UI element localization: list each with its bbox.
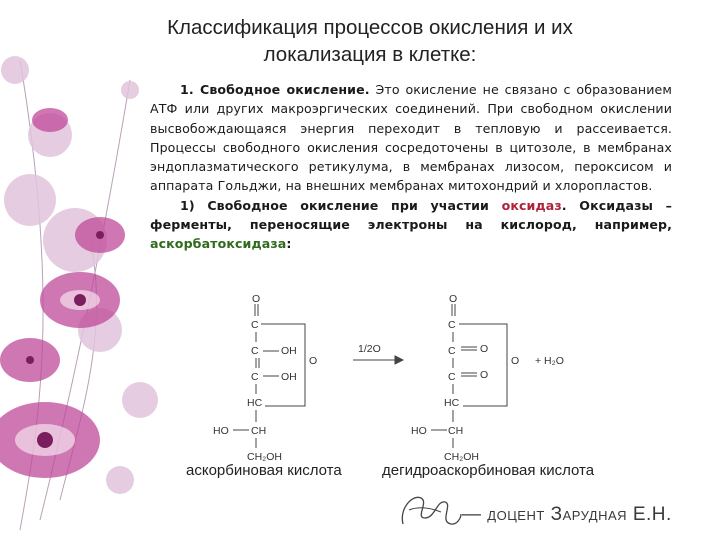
atom-c2: C xyxy=(251,345,259,357)
oxygen-half-label: 1/2O xyxy=(358,343,381,355)
reaction-scheme xyxy=(195,288,615,468)
group-ch-right: CH xyxy=(448,425,464,437)
author-credit: — доцент Зарудная Е.Н. xyxy=(462,504,672,525)
ring-oxygen: O xyxy=(309,355,318,367)
group-hc: HC xyxy=(247,397,263,409)
reaction-arrow xyxy=(353,356,403,364)
caption-dehydroascorbic-acid: дегидроаскорбиновая кислота xyxy=(382,462,595,479)
group-oh-1: OH xyxy=(281,345,297,357)
slide-title xyxy=(150,14,590,68)
ring-oxygen-right: O xyxy=(511,355,520,367)
group-ch: CH xyxy=(251,425,267,437)
group-ho: HO xyxy=(213,425,229,437)
atom-o-top-right: O xyxy=(449,293,458,305)
atom-c3-right: C xyxy=(448,371,456,383)
paragraph-2 xyxy=(150,196,672,254)
group-ch2oh-right: CH₂OH xyxy=(444,451,479,463)
water-product: + H₂O xyxy=(535,355,564,367)
title-line-2: локализация в клетке: xyxy=(263,43,477,66)
caption-ascorbic-acid: аскорбиновая кислота xyxy=(186,462,342,479)
atom-c1: C xyxy=(251,319,259,331)
atom-c1-right: C xyxy=(448,319,456,331)
paragraph-2-part-a: 1) Свободное окисление при участии xyxy=(180,197,502,213)
atom-o-keto-2: O xyxy=(480,369,489,381)
oxidase-term: оксидаз xyxy=(501,197,562,213)
atom-c2-right: C xyxy=(448,345,456,357)
body-text xyxy=(150,80,672,254)
atom-o-keto-1: O xyxy=(480,343,489,355)
group-hc-right: HC xyxy=(444,397,460,409)
paragraph-1 xyxy=(150,80,672,196)
atom-o-top: O xyxy=(252,293,261,305)
title-line-1: Классификация процессов окисления и их xyxy=(167,16,573,39)
dehydroascorbic-acid-structure xyxy=(431,304,507,448)
paragraph-2-colon: : xyxy=(286,236,292,252)
paragraph-2-part-b: . Оксидазы – ферменты, переносящие электроны на кислород, например, xyxy=(150,197,673,233)
paragraph-1-lead: 1. Свободное окисление. xyxy=(180,82,370,97)
ascorbate-oxidase-term: аскорбатоксидаза xyxy=(150,236,287,252)
author-signature xyxy=(395,488,465,532)
group-ho-right: HO xyxy=(411,425,427,437)
paragraph-1-text: Это окисление не связано с образованием АТФ или других макроэргических соединений. При свободном окислении высвобождающаяся энергия переходит в тепловую и рассеивается. Процессы свободного окисления сосредоточены в цитозоле, в мембранах эндоплазматического ретикулума, в мембранах лизосом, пероксисом и аппарата Гольджи, на внешних мембранах митохондрий и хлоропластов. xyxy=(150,82,672,194)
group-ch2oh: CH₂OH xyxy=(247,451,282,463)
group-oh-2: OH xyxy=(281,371,297,383)
atom-c3: C xyxy=(251,371,259,383)
